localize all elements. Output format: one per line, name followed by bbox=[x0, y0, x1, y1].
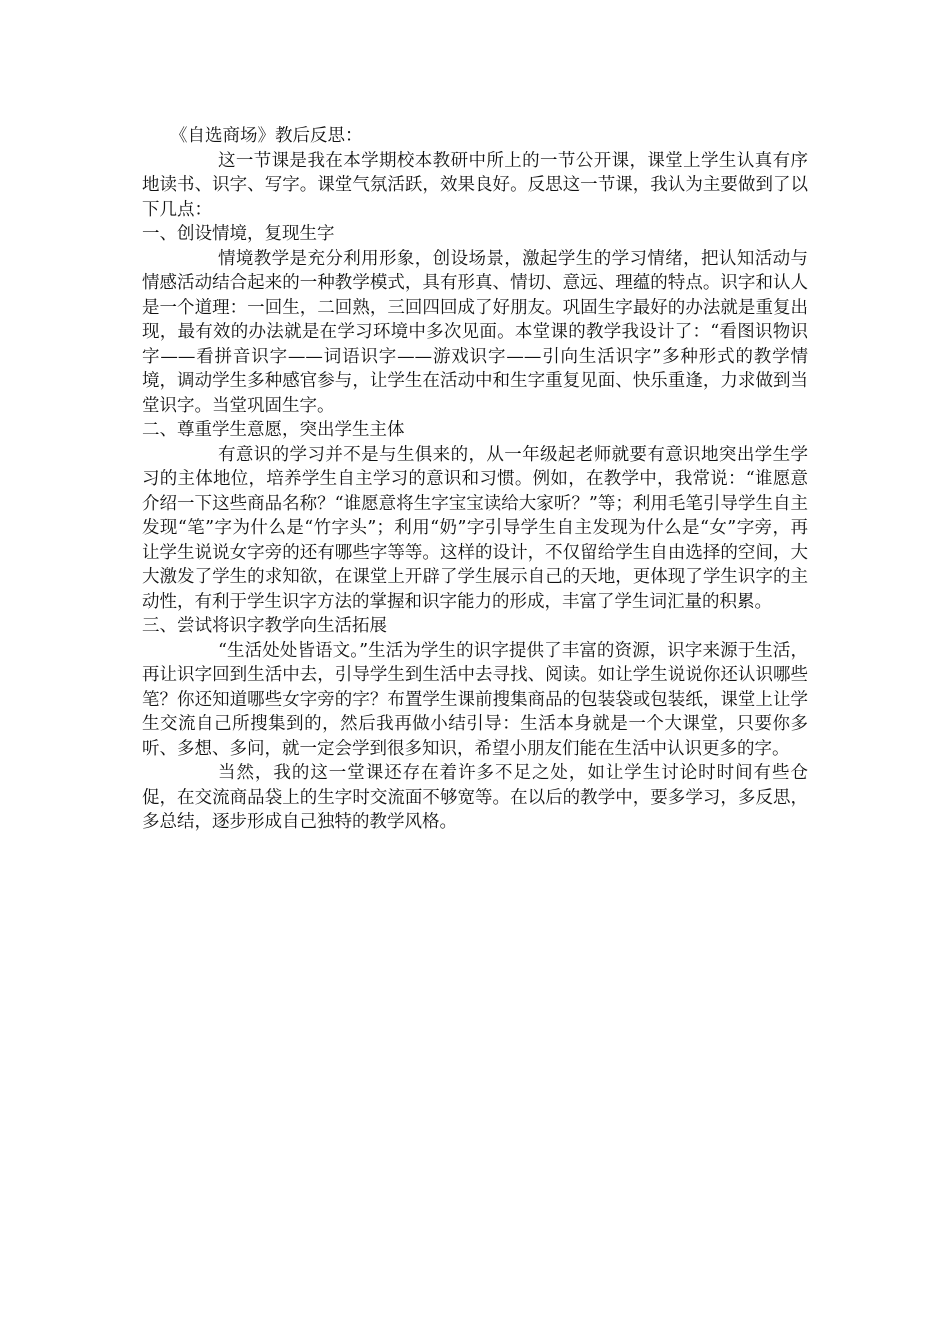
section-heading-1: 一、创设情境，复现生字 bbox=[142, 224, 335, 244]
section-heading-2: 二、尊重学生意愿，突出学生主体 bbox=[142, 420, 405, 440]
conclusion-paragraph: 当然，我的这一堂课还存在着许多不足之处，如让学生讨论时时间有些仓促，在交流商品袋上的生字时交流面不够宽等。在以后的教学中，要多学习，多反思，多总结，逐步形成自己独特的教学风格。 bbox=[142, 763, 808, 832]
document-body bbox=[142, 124, 808, 835]
section-heading-3: 三、尝试将识字教学向生活拓展 bbox=[142, 616, 387, 636]
section-body-3: “生活处处皆语文。”生活为学生的识字提供了丰富的资源，识字来源于生活，再让识字回到生活中去，引导学生到生活中去寻找、阅读。如让学生说说你还认识哪些笔？你还知道哪些女字旁的字？布置学生课前搜集商品的包装袋或包装纸，课堂上让学生交流自己所搜集到的，然后我再做小结引导：生活本身就是一个大课堂，只要你多听、多想、多问，就一定会学到很多知识，希望小朋友们能在生活中认识更多的字。 bbox=[142, 640, 808, 759]
section-body-1: 情境教学是充分利用形象，创设场景，激起学生的学习情绪，把认知活动与情感活动结合起来的一种教学模式，具有形真、情切、意远、理蕴的特点。识字和认人是一个道理：一回生，二回熟，三回四回成了好朋友。巩固生字最好的办法就是重复出现，最有效的办法就是在学习环境中多次见面。本堂课的教学我设计了：“看图识物识字——看拼音识字——词语识字——游戏识字——引向生活识字”多种形式的教学情境，调动学生多种感官参与，让学生在活动中和生字重复见面、快乐重逢，力求做到当堂识字。当堂巩固生字。 bbox=[142, 248, 808, 416]
document-title: 《自选商场》教后反思： bbox=[170, 126, 363, 146]
section-body-2: 有意识的学习并不是与生俱来的，从一年级起老师就要有意识地突出学生学习的主体地位，培养学生自主学习的意识和习惯。例如，在教学中，我常说：“谁愿意介绍一下这些商品名称？“谁愿意将生字宝宝读给大家听？”等；利用毛笔引导学生自主发现“笔”字为什么是“竹字头”；利用“奶”字引导学生自主发现为什么是“女”字旁，再让学生说说女字旁的还有哪些字等等。这样的设计，不仅留给学生自由选择的空间，大大激发了学生的求知欲，在课堂上开辟了学生展示自己的天地，更体现了学生识字的主动性，有利于学生识字方法的掌握和识字能力的形成，丰富了学生词汇量的积累。 bbox=[142, 444, 808, 612]
intro-paragraph: 这一节课是我在本学期校本教研中所上的一节公开课，课堂上学生认真有序地读书、识字、写字。课堂气氛活跃，效果良好。反思这一节课，我认为主要做到了以下几点： bbox=[142, 150, 808, 220]
